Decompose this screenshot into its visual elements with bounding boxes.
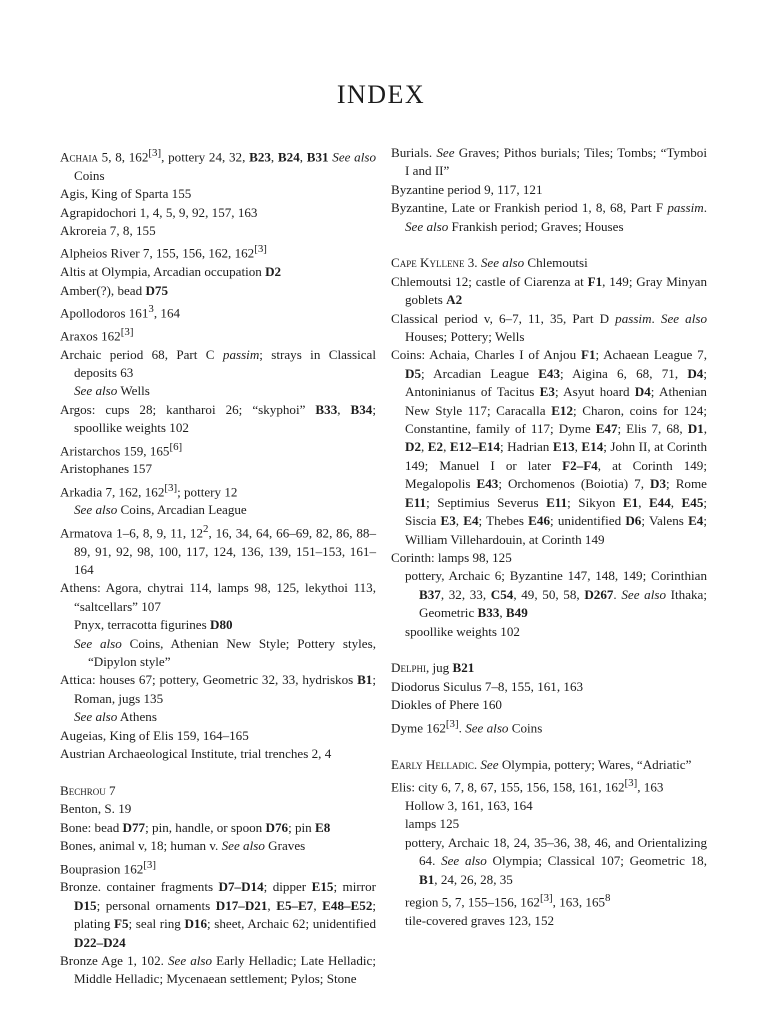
index-entry: Attica: houses 67; pottery, Geometric 32, 33, hydriskos B1; Roman, jugs 135 xyxy=(60,672,376,706)
index-entry: Aristophanes 157 xyxy=(60,461,153,477)
index-column-right xyxy=(391,144,707,930)
index-subentry: pottery, Archaic 6; Byzantine 147, 148, 149; Corinthian B37, 32, 33, C54, 49, 50, 58, D267. See also Ithaka; Geometric B33, B49 xyxy=(405,568,708,621)
index-entry: Diodorus Siculus 7–8, 155, 161, 163 xyxy=(391,678,584,694)
index-entry: Athens: Agora, chytrai 114, lamps 98, 125, lekythoi 113, “saltcellars” 107 xyxy=(60,580,376,614)
index-entry: Burials. See Graves; Pithos burials; Tiles; Tombs; “Tymboi I and II” xyxy=(391,145,707,179)
index-entry: Austrian Archaeological Institute, trial trenches 2, 4 xyxy=(60,746,332,762)
index-subentry: spoollike weights 102 xyxy=(405,623,520,639)
index-entry: Chlemoutsi 12; castle of Ciarenza at F1, 149; Gray Minyan goblets A2 xyxy=(391,273,707,308)
index-subentry: tile-covered graves 123, 152 xyxy=(405,912,555,928)
index-subentry: pottery, Archaic 18, 24, 35–36, 38, 46, and Orientalizing 64. See also Olympia; Classical 107; Geometric 18, B1, 24, 26, 28, 35 xyxy=(405,834,707,887)
index-subentry: See also Coins, Athenian New Style; Pottery styles, “Dipylon style” xyxy=(74,635,376,670)
index-entry: Coins: Achaia, Charles I of Anjou F1; Achaean League 7, D5; Arcadian League E43; Aigina 6, 68, 71, D4; Antoninianus of Tacitus E3; Asyut hoard D4; Athenian New Style 117; Caracalla E12; Charon, coins for 124; Constantine, family of 117; Dyme E47; Elis 7, 68, D1, D2, E2, E12–E14; Hadrian E13, E14; John II, at Corinth 149; Manuel I or later F2–F4, at Corinth 149; Megalopolis E43; Orchomenos (Boiotia) 7, D3; Rome E11; Septimius Severus E11; Sikyon E1, E44, E45; Siscia E3, E4; Thebes E46; unidentified D6; Valens E4; William Villehardouin, at Corinth 149 xyxy=(391,347,708,547)
index-entry: Araxos 162[3] xyxy=(60,325,134,344)
index-entry: Bronze Age 1, 102. See also Early Helladic; Late Helladic; Middle Helladic; Mycenaean settlement; Pylos; Stone xyxy=(60,952,377,987)
index-entry: Archaic period 68, Part C passim; strays in Classical deposits 63 xyxy=(60,346,377,380)
index-entry: Armatova 1–6, 8, 9, 11, $12^2$, 16, 34, 64, 66–69, 82, 86, 88–89, 91, 92, 98, 100, 117, 124, 136, 139, 151–153, 161–164 xyxy=(60,522,376,578)
index-entry: Akroreia 7, 8, 155 xyxy=(60,222,156,238)
index-subentry: Hollow 3, 161, 163, 164 xyxy=(405,797,533,813)
index-entry: Elis: city 6, 7, 8, 67, 155, 156, 158, 161, 162[3], 163 xyxy=(391,777,664,795)
index-entry: Diokles of Phere 160 xyxy=(391,697,502,713)
index-entry: Bone: bead D77; pin, handle, or spoon D76; pin E8 xyxy=(60,819,331,835)
index-entry: Agrapidochori 1, 4, 5, 9, 92, 157, 163 xyxy=(60,204,258,220)
index-entry: Aristarchos 159, 165[6] xyxy=(60,440,183,458)
index-subentry: See also Wells xyxy=(74,383,150,399)
index-entry: Bones, animal v, 18; human v. See also Graves xyxy=(60,838,306,854)
index-entry: Byzantine, Late or Frankish period 1, 8, 68, Part F passim. See also Frankish period; Graves; Houses xyxy=(391,200,707,234)
index-entry: Bechrou 7 xyxy=(60,782,116,798)
index-entry: Corinth: lamps 98, 125 xyxy=(391,549,512,565)
index-entry: Bouprasion 162[3] xyxy=(60,858,157,876)
index-entry: Argos: cups 28; kantharoi 26; “skyphoi” B33, B34; spoollike weights 102 xyxy=(60,401,376,436)
index-entry: Augeias, King of Elis 159, 164–165 xyxy=(60,727,249,743)
index-subentry: Pnyx, terracotta figurines D80 xyxy=(74,617,233,633)
index-entry: Apollodoros $161^3$, 164 xyxy=(60,302,181,321)
index-entry: Cape Kyllene 3. See also Chlemoutsi xyxy=(391,255,588,271)
index-entry: Altis at Olympia, Arcadian occupation D2 xyxy=(60,264,282,280)
index-entry: Byzantine period 9, 117, 121 xyxy=(391,181,543,197)
index-entry: Bronze. container fragments D7–D14; dipper E15; mirror D15; personal ornaments D17–D21, E5–E7, E48–E52; plating F5; seal ring D16; sheet, Archaic 62; unidentified D22–D24 xyxy=(60,879,377,950)
index-subentry: See also Athens xyxy=(74,709,157,725)
index-entry: Agis, King of Sparta 155 xyxy=(60,186,192,202)
index-column-left xyxy=(60,144,376,989)
index-entry: Delphi, jug B21 xyxy=(391,660,475,676)
index-entry: Arkadia 7, 162, 162[3]; pottery 12 xyxy=(60,481,238,500)
index-entry: Alpheios River 7, 155, 156, 162, 162[3] xyxy=(60,243,267,261)
index-entry: Achaia 5, 8, 162[3], pottery 24, 32, B23, B24, B31 See also Coins xyxy=(60,147,377,183)
index-subentry: lamps 125 xyxy=(405,816,460,832)
index-entry: Early Helladic. See Olympia, pottery; Wares, “Adriatic” xyxy=(391,756,692,772)
index-entry: Benton, S. 19 xyxy=(60,801,132,817)
index-entry: Amber(?), bead D75 xyxy=(60,282,168,298)
index-subentry: See also Coins, Arcadian League xyxy=(74,502,247,518)
page-title: INDEX xyxy=(336,80,426,109)
index-subentry: region 5, 7, 155–156, 162[3], 163, $165^8$ xyxy=(405,891,611,910)
index-entry: Classical period v, 6–7, 11, 35, Part D passim. See also Houses; Pottery; Wells xyxy=(391,310,707,345)
index-entry: Dyme 162[3]. See also Coins xyxy=(391,717,543,735)
